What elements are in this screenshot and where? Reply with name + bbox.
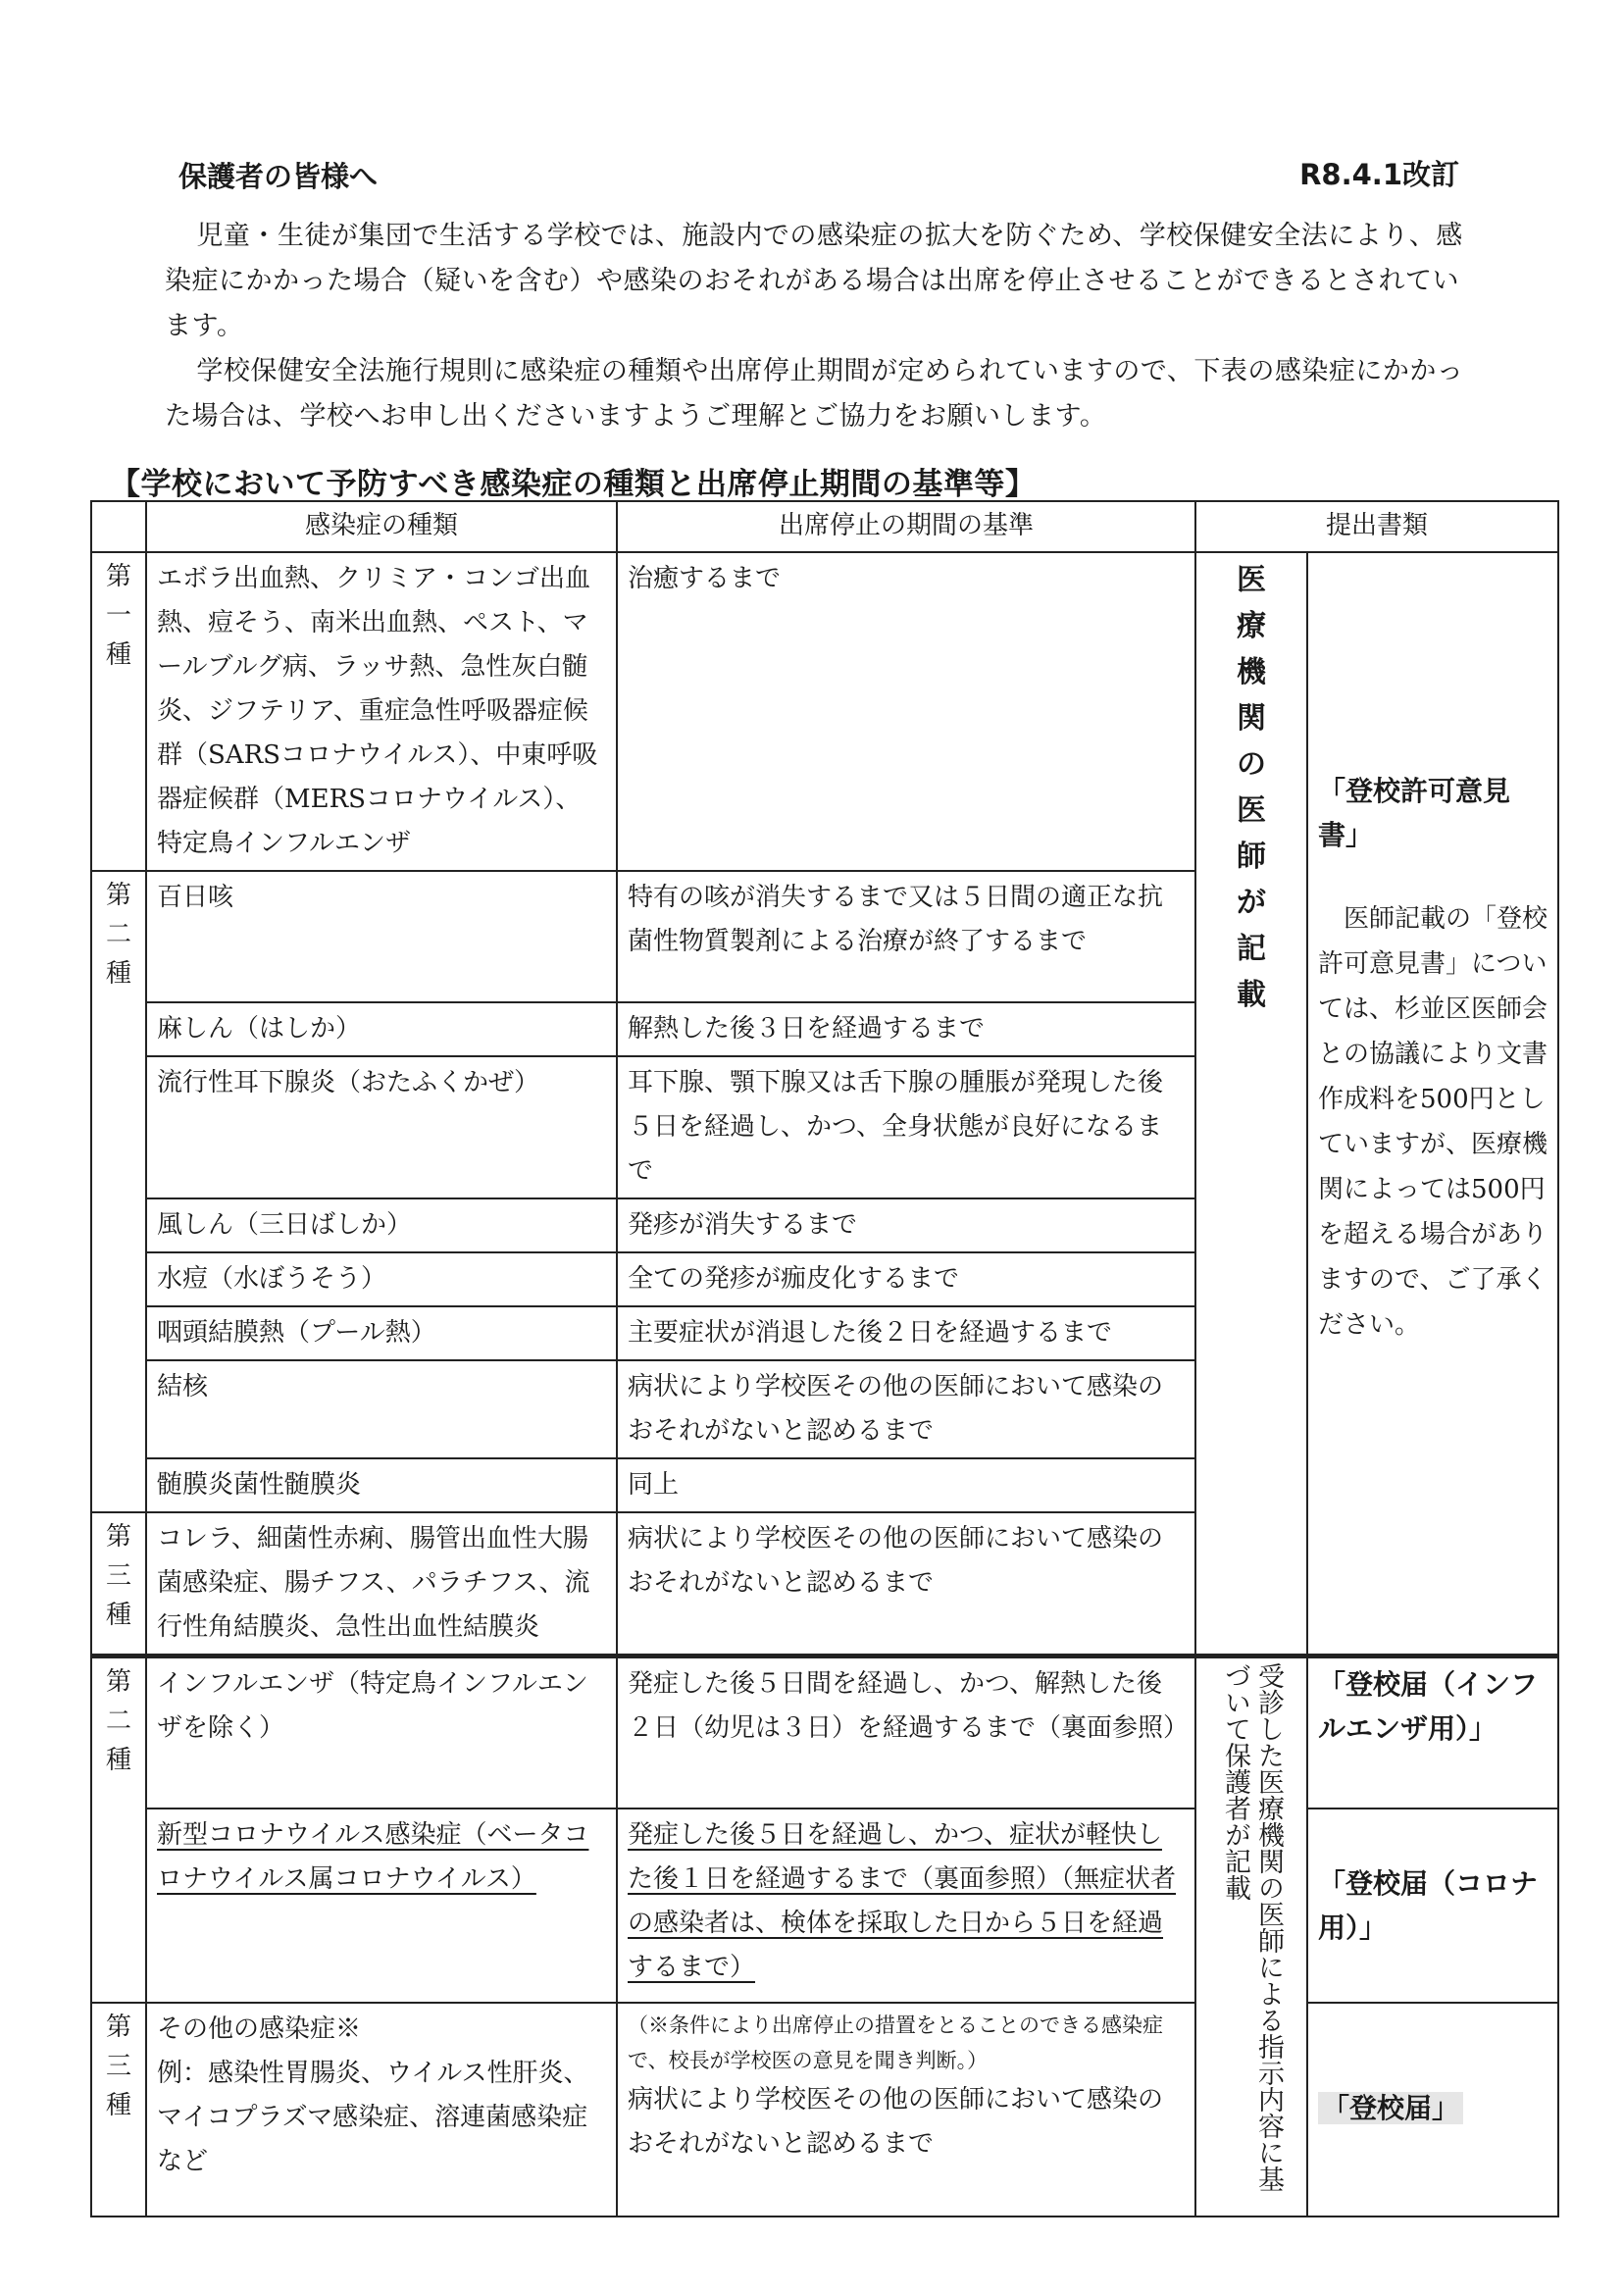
- criteria-cell: 発疹が消失するまで: [617, 1198, 1195, 1252]
- category-char: 種: [105, 1746, 131, 1775]
- revision-date: R8.4.1改訂: [1299, 158, 1459, 191]
- criteria-cell: 耳下腺、顎下腺又は舌下腺の腫脹が発現した後５日を経過し、かつ、全身状態が良好になるまで: [617, 1056, 1195, 1198]
- table-row: [91, 1809, 1558, 2002]
- other-disease-title: その他の感染症※: [157, 2013, 362, 2044]
- criteria-cell: 特有の咳が消失するまで又は５日間の適正な抗菌性物質製剤による治療が終了するまで: [617, 871, 1195, 1002]
- category-char: 種: [105, 640, 131, 670]
- disease-cell: 新型コロナウイルス感染症（ベータコロナウイルス属コロナウイルス）: [146, 1809, 617, 2002]
- disease-cell: 風しん（三日ばしか）: [146, 1198, 617, 1252]
- table-row: [91, 552, 1558, 871]
- criteria-cell: 病状により学校医その他の医師において感染のおそれがないと認めるまで: [617, 1360, 1195, 1458]
- vertical-char: の: [1237, 747, 1266, 782]
- vertical-char: 載: [1237, 978, 1266, 1012]
- criteria-cell: 同上: [617, 1458, 1195, 1512]
- disease-cell: 流行性耳下腺炎（おたふくかぜ）: [146, 1056, 617, 1198]
- guardian-writes-label: [1195, 1656, 1307, 2217]
- disease-cell: 麻しん（はしか）: [146, 1002, 617, 1056]
- permission-document-note: 医師記載の「登校許可意見書」については、杉並区医師会との協議により文書作成料を500円としていますが、医療機関によっては500円を超える場合がありますので、ご了承ください。: [1318, 904, 1548, 1340]
- influenza-document-title: 「登校届（インフルエンザ用）」: [1318, 1668, 1539, 1745]
- criteria-cell: 解熱した後３日を経過するまで: [617, 1002, 1195, 1056]
- general-document-cell: [1307, 2003, 1558, 2217]
- category-char: 第: [105, 1522, 131, 1552]
- permission-document-title: 「登校許可意見書」: [1318, 775, 1511, 851]
- vertical-char: 機: [1237, 655, 1266, 689]
- vertical-char: 療: [1237, 609, 1266, 643]
- criteria-cell: 発症した後５日を経過し、かつ、症状が軽快した後１日を経過するまで（裏面参照）（無症状者の感染者は、検体を採取した日から５日を経過するまで）: [617, 1809, 1195, 2002]
- table-header-row: [91, 501, 1558, 552]
- category-type2-label: [91, 871, 146, 1512]
- criteria-text: 病状により学校医その他の医師において感染のおそれがないと認めるまで: [628, 2084, 1164, 2159]
- intro-paragraph-1: 児童・生徒が集団で生活する学校では、施設内での感染症の拡大を防ぐため、学校保健安全法により、感染症にかかった場合（疑いを含む）や感染のおそれがある場合は出席を停止させることができるとされています。: [165, 221, 1463, 341]
- disease-column-header: 感染症の種類: [146, 501, 617, 552]
- vertical-char: 医: [1237, 563, 1266, 597]
- category-char: 第: [105, 2012, 131, 2042]
- permission-document-cell: [1307, 552, 1558, 1656]
- category-char: 第: [105, 1667, 131, 1697]
- vertical-char: が: [1237, 886, 1266, 920]
- category-type3-lower-label: [91, 2003, 146, 2217]
- documents-column-header: 提出書類: [1195, 501, 1558, 552]
- criteria-cell: 病状により学校医その他の医師において感染のおそれがないと認めるまで: [617, 1512, 1195, 1656]
- category-type3-label: [91, 1512, 146, 1656]
- vertical-char: 関: [1237, 701, 1266, 736]
- criteria-cell: 発症した後５日間を経過し、かつ、解熱した後２日（幼児は３日）を経過するまで（裏面参照）: [617, 1656, 1195, 1809]
- criteria-cell: [617, 2003, 1195, 2217]
- category-type2-lower-label: [91, 1656, 146, 2003]
- criteria-column-header: 出席停止の期間の基準: [617, 501, 1195, 552]
- criteria-cell: 全ての発疹が痂皮化するまで: [617, 1252, 1195, 1306]
- criteria-cell: 主要症状が消退した後２日を経過するまで: [617, 1306, 1195, 1360]
- vertical-char: 記: [1237, 932, 1266, 966]
- disease-cell: 水痘（水ぼうそう）: [146, 1252, 617, 1306]
- disease-cell: コレラ、細菌性赤痢、腸管出血性大腸菌感染症、腸チフス、パラチフス、流行性角結膜炎、急性出血性結膜炎: [146, 1512, 617, 1656]
- criteria-cell: 治癒するまで: [617, 552, 1195, 871]
- doctor-writes-label: [1195, 552, 1307, 1656]
- category-char: 二: [105, 920, 131, 949]
- infectious-disease-table: [90, 500, 1559, 2217]
- disease-cell: [146, 2003, 617, 2217]
- general-document-title: 「登校届」: [1318, 2092, 1463, 2124]
- category-header: [91, 501, 146, 552]
- intro-paragraph-2: 学校保健安全法施行規則に感染症の種類や出席停止期間が定められていますので、下表の感染症にかかった場合は、学校へお申し出くださいますようご理解とご協力をお願いします。: [165, 356, 1464, 432]
- category-char: 第: [105, 881, 131, 910]
- category-char: 二: [105, 1707, 131, 1736]
- category-type1-label: [91, 552, 146, 871]
- table-row: [91, 1656, 1558, 1809]
- table-row: [91, 2003, 1558, 2217]
- category-char: 種: [105, 959, 131, 989]
- category-char: 種: [105, 2090, 131, 2120]
- category-char: 種: [105, 1601, 131, 1630]
- vertical-char: 医: [1237, 793, 1266, 828]
- disease-cell: 百日咳: [146, 871, 617, 1002]
- disease-cell: 髄膜炎菌性髄膜炎: [146, 1458, 617, 1512]
- disease-cell: エボラ出血熱、クリミア・コンゴ出血熱、痘そう、南米出血熱、ペスト、マールブルグ病、ラッサ熱、急性灰白髄炎、ジフテリア、重症急性呼吸器症候群（SARSコロナウイルス）、中東呼吸器症候群（MERSコロナウイルス）、特定鳥インフルエンザ: [146, 552, 617, 871]
- category-char: 三: [105, 1561, 131, 1591]
- influenza-document-cell: [1307, 1656, 1558, 1809]
- addressee: 保護者の皆様へ: [178, 160, 379, 193]
- intro-text: [165, 214, 1469, 439]
- corona-document-cell: [1307, 1809, 1558, 2002]
- vertical-char: 師: [1237, 840, 1266, 874]
- other-disease-examples: 例：感染性胃腸炎、ウイルス性肝炎、マイコプラズマ感染症、溶連菌感染症など: [157, 2058, 589, 2176]
- disease-cell: インフルエンザ（特定鳥インフルエンザを除く）: [146, 1656, 617, 1809]
- disease-cell: 結核: [146, 1360, 617, 1458]
- category-char: 三: [105, 2051, 131, 2081]
- guardian-writes-text: 受診した医療機関の医師による指示内容に基づいて保護者が記載: [1220, 1662, 1284, 2192]
- criteria-note: （※条件により出席停止の措置をとることのできる感染症で、校長が学校医の意見を聞き判断。）: [628, 2013, 1163, 2072]
- table-heading: 【学校において予防すべき感染症の種類と出席停止期間の基準等】: [110, 467, 1037, 502]
- category-char: 第: [105, 562, 131, 591]
- category-char: 一: [105, 601, 131, 631]
- corona-document-title: 「登校届（コロナ用）」: [1318, 1867, 1539, 1945]
- disease-cell: 咽頭結膜熱（プール熱）: [146, 1306, 617, 1360]
